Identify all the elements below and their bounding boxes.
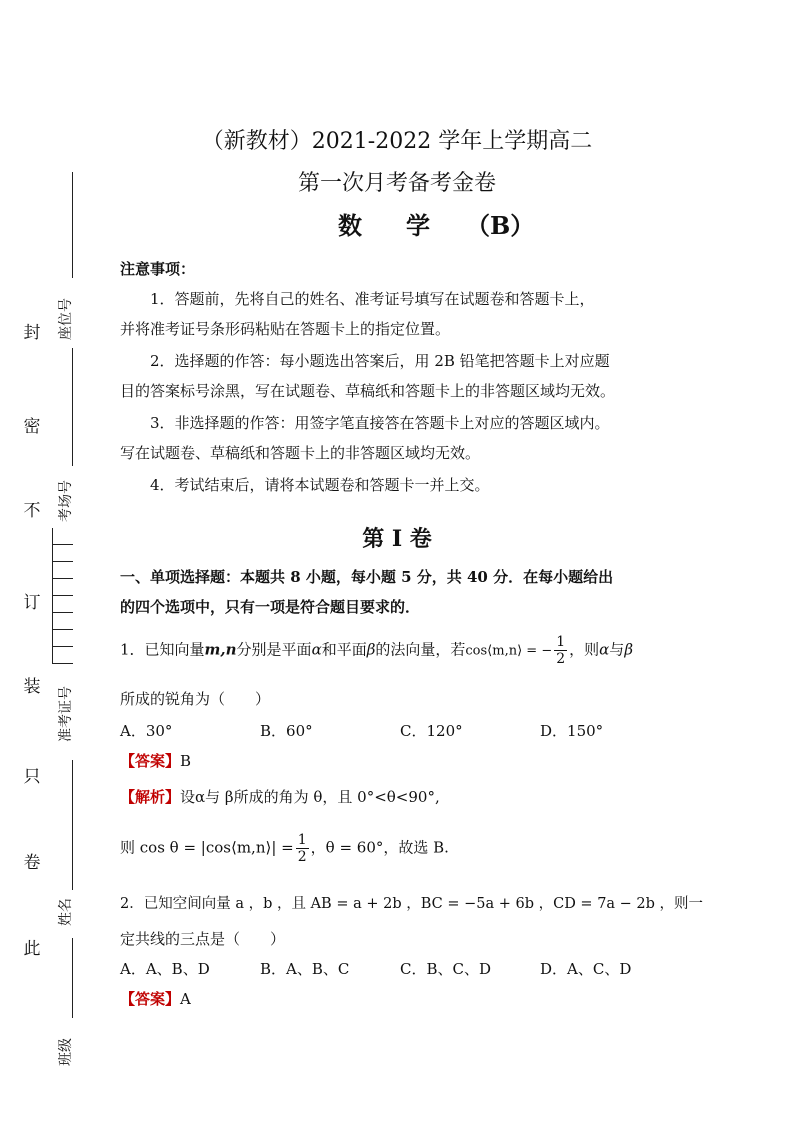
- fraction: $\frac{1}{2}$: [556, 634, 566, 667]
- question-1-analysis-line2: 则 cos θ = |cos⟨m,n⟩| = $\frac{1}{2}$ ，θ = 60°，故选 B.: [120, 832, 449, 865]
- name-label: 姓名: [58, 898, 74, 926]
- option-d: D．A、C、D: [540, 960, 632, 978]
- seal-char: 密: [23, 417, 41, 437]
- option-a: A．A、B、D: [120, 960, 210, 978]
- seal-char: 不: [23, 501, 41, 521]
- paper-version: （B）: [466, 211, 535, 240]
- question-1-answer: 【答案】B: [120, 752, 192, 770]
- question-1-stem: 1．已知向量m,n分别是平面α和平面β的法向量，若cos⟨m,n⟩ = − $\frac{1}{2}$ ，则α与β: [120, 634, 633, 667]
- notice-line: 1．答题前，先将自己的姓名、准考证号填写在试题卷和答题卡上，: [150, 290, 595, 308]
- binding-line: [72, 348, 73, 466]
- binding-line: [72, 760, 73, 890]
- seal-char: 封: [23, 323, 41, 343]
- question-2-stem-line2: 定共线的三点是（ ）: [120, 930, 286, 948]
- binding-line: [72, 938, 73, 1018]
- section-intro: 一、单项选择题：本题共 8 小题，每小题 5 分，共 40 分．在每小题给出: [120, 568, 614, 586]
- question-2-stem: 2．已知空间向量 a ，b ，且 AB = a + 2b ，BC = −5a + 6b ，CD = 7a − 2b ，则一: [120, 896, 704, 912]
- notice-title: 注意事项：: [120, 260, 196, 278]
- notice-line: 2．选择题的作答：每小题选出答案后，用 2B 铅笔把答题卡上对应题: [150, 352, 610, 370]
- seal-char: 卷: [23, 853, 41, 873]
- seat-number-label: 座位号: [58, 298, 74, 340]
- option-b: B．A、B、C: [260, 960, 350, 978]
- subject-title: [338, 206, 534, 241]
- notice-line: 目的答案标号涂黑，写在试题卷、草稿纸和答题卡上的非答题区域均无效。: [120, 382, 616, 400]
- exam-room-label: 考场号: [58, 480, 74, 522]
- notice-line: 并将准考证号条形码粘贴在答题卡上的指定位置。: [120, 320, 451, 338]
- notice-line: 写在试题卷、草稿纸和答题卡上的非答题区域均无效。: [120, 444, 481, 462]
- fraction: $\frac{1}{2}$: [297, 832, 307, 865]
- class-label: 班级: [58, 1038, 74, 1066]
- seal-char: 此: [23, 939, 41, 959]
- notice-line: 4．考试结束后，请将本试题卷和答题卡一并上交。: [150, 476, 490, 494]
- option-d: D．150°: [540, 722, 604, 740]
- question-2-answer: 【答案】A: [120, 990, 191, 1008]
- seal-char: 只: [23, 767, 41, 787]
- admission-number-label: 准考证号: [58, 686, 74, 742]
- option-b: B．60°: [260, 722, 313, 740]
- notice-line: 3．非选择题的作答：用签字笔直接答在答题卡上对应的答题区域内。: [150, 414, 610, 432]
- option-a: A．30°: [120, 722, 173, 740]
- option-c: C．120°: [400, 722, 463, 740]
- seal-char: 订: [23, 593, 41, 613]
- question-1-stem-line2: 所成的锐角为（ ）: [120, 690, 271, 708]
- option-c: C．B、C、D: [400, 960, 492, 978]
- section-title: 第 Ⅰ 卷: [362, 526, 432, 552]
- section-intro: 的四个选项中，只有一项是符合题目要求的．: [120, 598, 421, 616]
- subject-char: 学: [406, 211, 430, 240]
- exam-title-line2: 第一次月考备考金卷: [297, 171, 496, 196]
- exam-title-line1: （新教材）2021-2022 学年上学期高二: [201, 129, 593, 154]
- question-1-analysis: 【解析】设α与 β所成的角为 θ，且 0°<θ<90°,: [120, 788, 440, 806]
- seal-char: 装: [23, 677, 41, 697]
- subject-char: 数: [338, 211, 362, 240]
